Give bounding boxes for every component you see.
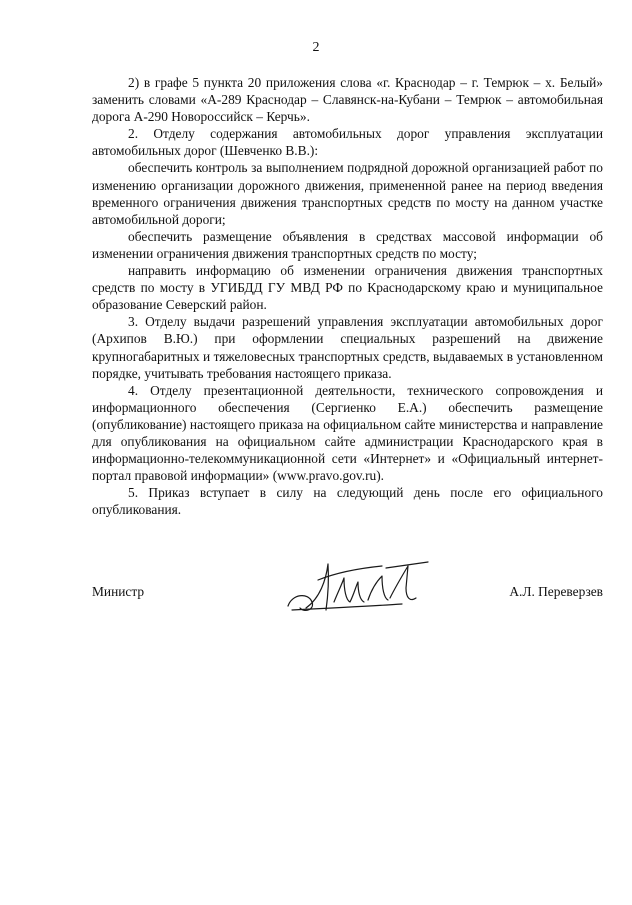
signatory-title: Министр — [92, 584, 145, 599]
signature-block — [92, 580, 603, 630]
paragraph: 4. Отделу презентационной деятельности, технического сопровождения и информационного обеспечения (Сергиенко Е.А.) обеспечить размещение (опубликование) настоящего приказа на официальном сайте министерства и направление для опубликования на официальном сайте администрации Краснодарского края в информационно-телекоммуникационной сети «Интернет» и «Официальный интернет-портал правовой информации» (www.pravo.gov.ru). — [92, 382, 603, 484]
paragraph: направить информацию об изменении ограничения движения транспортных средств по мосту в УГИБДД ГУ МВД РФ по Краснодарскому краю и муниципальное образование Северский район. — [92, 263, 603, 313]
paragraph: обеспечить контроль за выполнением подрядной дорожной организацией работ по изменению организации дорожного движения, примененной ранее на период введения временного ограничения движения транспортных средств по мосту на данном участке автомобильной дороги; — [92, 160, 603, 227]
paragraph: обеспечить размещение объявления в средствах массовой информации об изменении ограничения движения транспортных средств по мосту; — [92, 228, 603, 261]
signatory-name: А.Л. Переверзев — [509, 584, 603, 599]
handwritten-signature — [282, 558, 432, 618]
paragraph: 2) в графе 5 пункта 20 приложения слова «г. Краснодар – г. Темрюк – х. Белый» заменить словами «А-289 Краснодар – Славянск-на-Кубани – Темрюк – автомобильная дорога А-290 Новороссийск – Керчь». — [92, 75, 603, 125]
paragraph: 5. Приказ вступает в силу на следующий день после его официального опубликования. — [92, 485, 603, 518]
page-number: 2 — [312, 40, 320, 55]
document-body — [92, 74, 603, 518]
paragraph: 3. Отделу выдачи разрешений управления эксплуатации автомобильных дорог (Архипов В.Ю.) при оформлении специальных разрешений на движение крупногабаритных и тяжеловесных транспортных средств, выдаваемых в установленном порядке, учитывать требования настоящего приказа. — [92, 314, 603, 381]
paragraph: 2. Отделу содержания автомобильных дорог управления эксплуатации автомобильных дорог (Шевченко В.В.): — [92, 126, 603, 159]
